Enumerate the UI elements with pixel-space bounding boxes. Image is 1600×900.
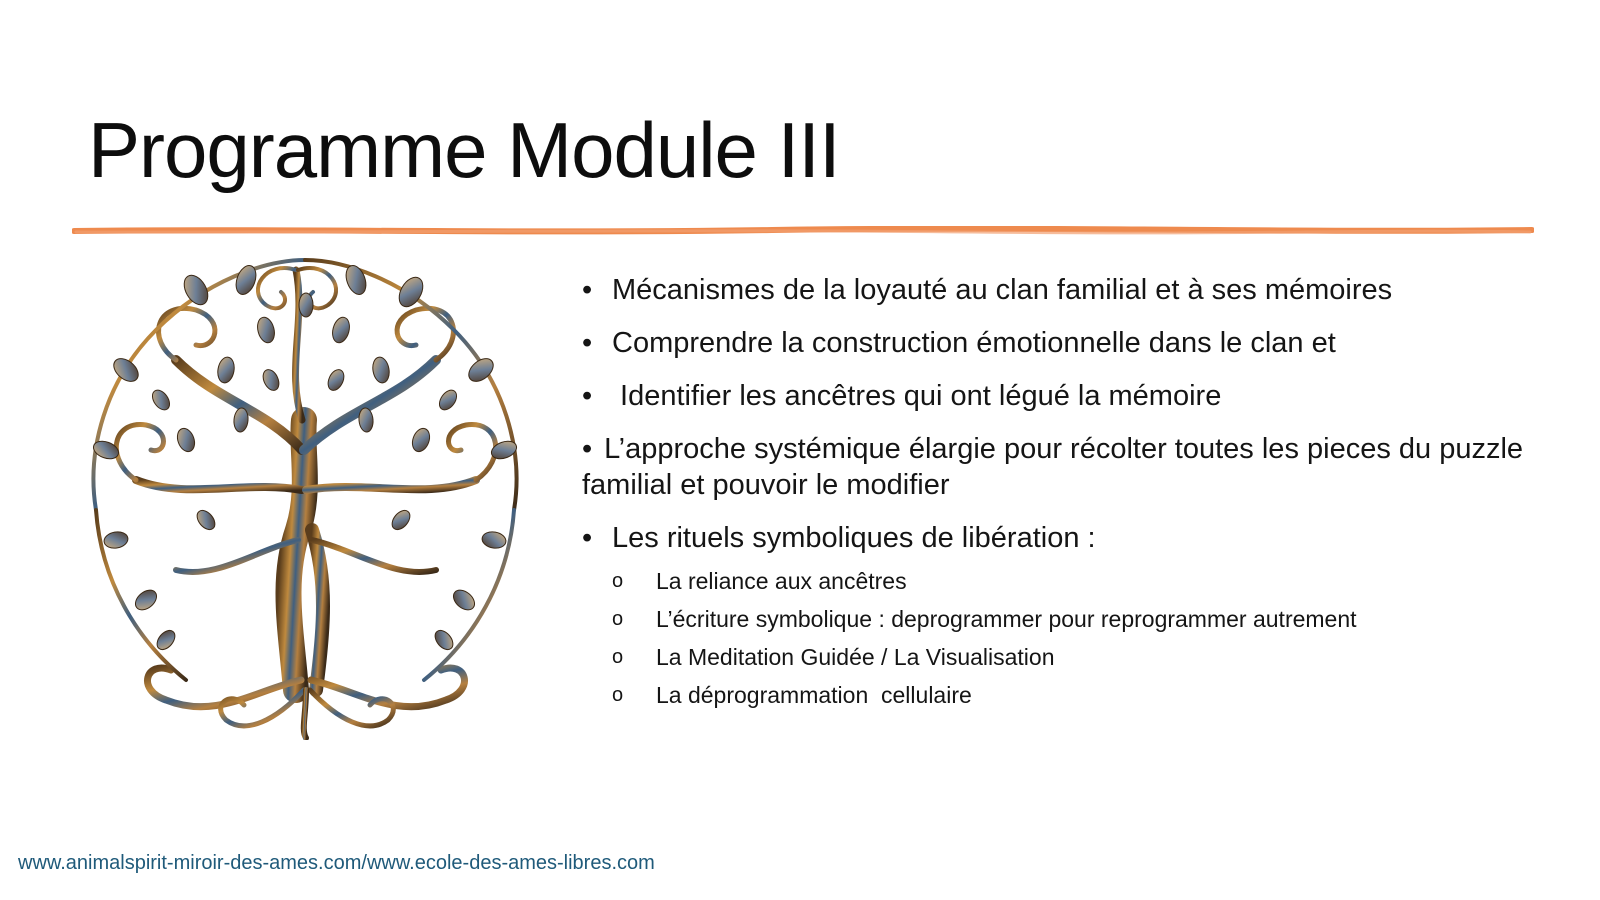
content-list [582, 272, 1562, 718]
bullet-item: • Les rituels symboliques de libération : [582, 522, 1096, 554]
bullet-icon: • [582, 522, 593, 554]
bullet-item: • L’approche systémique élargie pour récolter toutes les pieces du puzzle familial et pouvoir le modifier [582, 433, 1524, 501]
title-divider [72, 226, 1534, 236]
bullet-item: • Comprendre la construction émotionnelle dans le clan et [582, 327, 1336, 359]
sub-bullet-item: o La reliance aux ancêtres [612, 568, 907, 594]
circle-bullet-icon: o [612, 608, 624, 630]
circle-bullet-icon: o [612, 646, 624, 668]
circle-bullet-icon: o [612, 570, 624, 592]
bullet-item: • Identifier les ancêtres qui ont légué la mémoire [582, 380, 1222, 412]
footer-url: www.animalspirit-miroir-des-ames.com/www.ecole-des-ames-libres.com [18, 852, 655, 874]
bullet-item: • Mécanismes de la loyauté au clan familial et à ses mémoires [582, 274, 1393, 306]
sub-bullet-item: o La déprogrammation cellulaire [612, 682, 972, 708]
sub-bullet-item: o La Meditation Guidée / La Visualisation [612, 644, 1055, 670]
bullet-icon: • [582, 327, 593, 359]
bullet-icon: • [582, 380, 593, 412]
bullet-icon: • [582, 433, 593, 465]
bullet-icon: • [582, 274, 593, 306]
tree-of-life-icon [66, 250, 544, 740]
sub-bullet-item: o L’écriture symbolique : deprogrammer pour reprogrammer autrement [612, 606, 1357, 632]
slide-title: Programme Module III [88, 106, 840, 194]
circle-bullet-icon: o [612, 684, 624, 706]
